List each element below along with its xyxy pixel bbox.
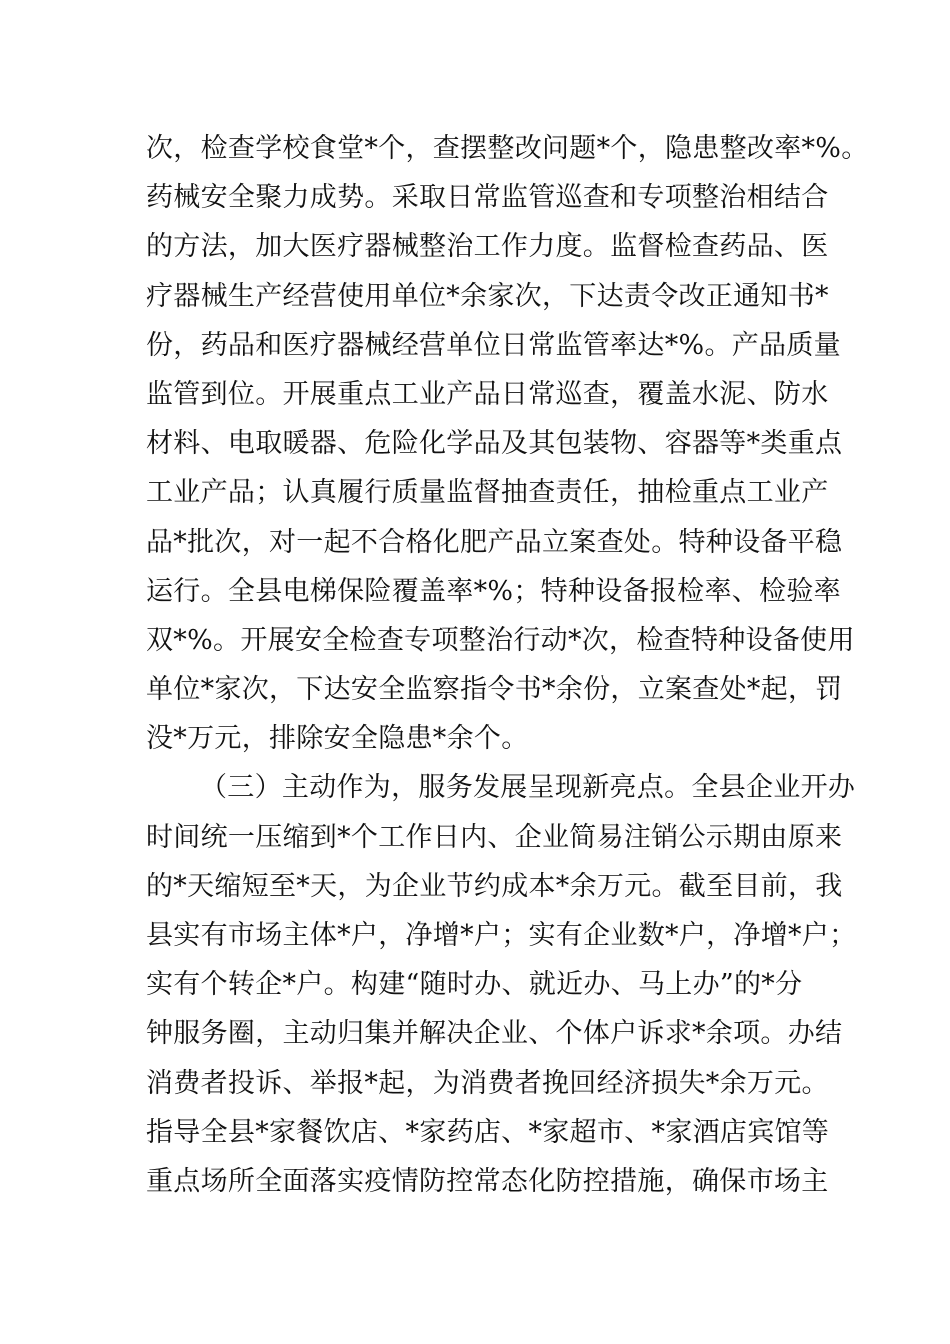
text-line: 双*%。开展安全检查专项整治行动*次，检查特种设备使用: [146, 624, 855, 656]
text-line: 次，检查学校食堂*个，查摆整改问题*个，隐患整改率*%。: [146, 133, 869, 164]
text-line: 钟服务圈，主动归集并解决企业、个体户诉求*余项。办结: [146, 1018, 843, 1050]
text-line: 的*天缩短至*天，为企业节约成本*余万元。截至目前，我: [146, 870, 843, 902]
text-line: 药械安全聚力成势。采取日常监管巡查和专项整治相结合: [146, 182, 829, 214]
text-line: 运行。全县电梯保险覆盖率*%；特种设备报检率、检验率: [146, 575, 841, 607]
text-line: 实有个转企*户。构建“随时办、就近办、马上办”的*分: [146, 969, 803, 1001]
text-line: 单位*家次，下达安全监察指令书*余份，立案查处*起，罚: [146, 674, 843, 706]
text-line: 材料、电取暖器、危险化学品及其包装物、容器等*类重点: [146, 428, 843, 460]
text-line: 指导全县*家餐饮店、*家药店、*家超市、*家酒店宾馆等: [146, 1116, 830, 1148]
text-line: 工业产品；认真履行质量监督抽查责任，抽检重点工业产: [146, 477, 829, 509]
text-line: 重点场所全面落实疫情防控常态化防控措施，确保市场主: [146, 1165, 829, 1197]
section-heading-line: （三）主动作为，服务发展呈现新亮点。全县企业开办: [200, 772, 856, 804]
text-line: 疗器械生产经营使用单位*余家次，下达责令改正通知书*: [146, 280, 829, 312]
body-text: [146, 124, 869, 1206]
text-line: 县实有市场主体*户，净增*户；实有企业数*户，净增*户；: [146, 920, 857, 951]
text-line: 品*批次，对一起不合格化肥产品立案查处。特种设备平稳: [146, 526, 843, 558]
text-line: 没*万元，排除安全隐患*余个。: [146, 723, 529, 755]
text-line: 份，药品和医疗器械经营单位日常监管率达*%。产品质量: [146, 329, 841, 361]
text-line: 的方法，加大医疗器械整治工作力度。监督检查药品、医: [146, 231, 829, 263]
text-line: 消费者投诉、举报*起，为消费者挽回经济损失*余万元。: [146, 1067, 829, 1099]
text-line: 监管到位。开展重点工业产品日常巡查，覆盖水泥、防水: [146, 378, 829, 410]
text-line: 时间统一压缩到*个工作日内、企业简易注销公示期由原来: [146, 821, 843, 853]
